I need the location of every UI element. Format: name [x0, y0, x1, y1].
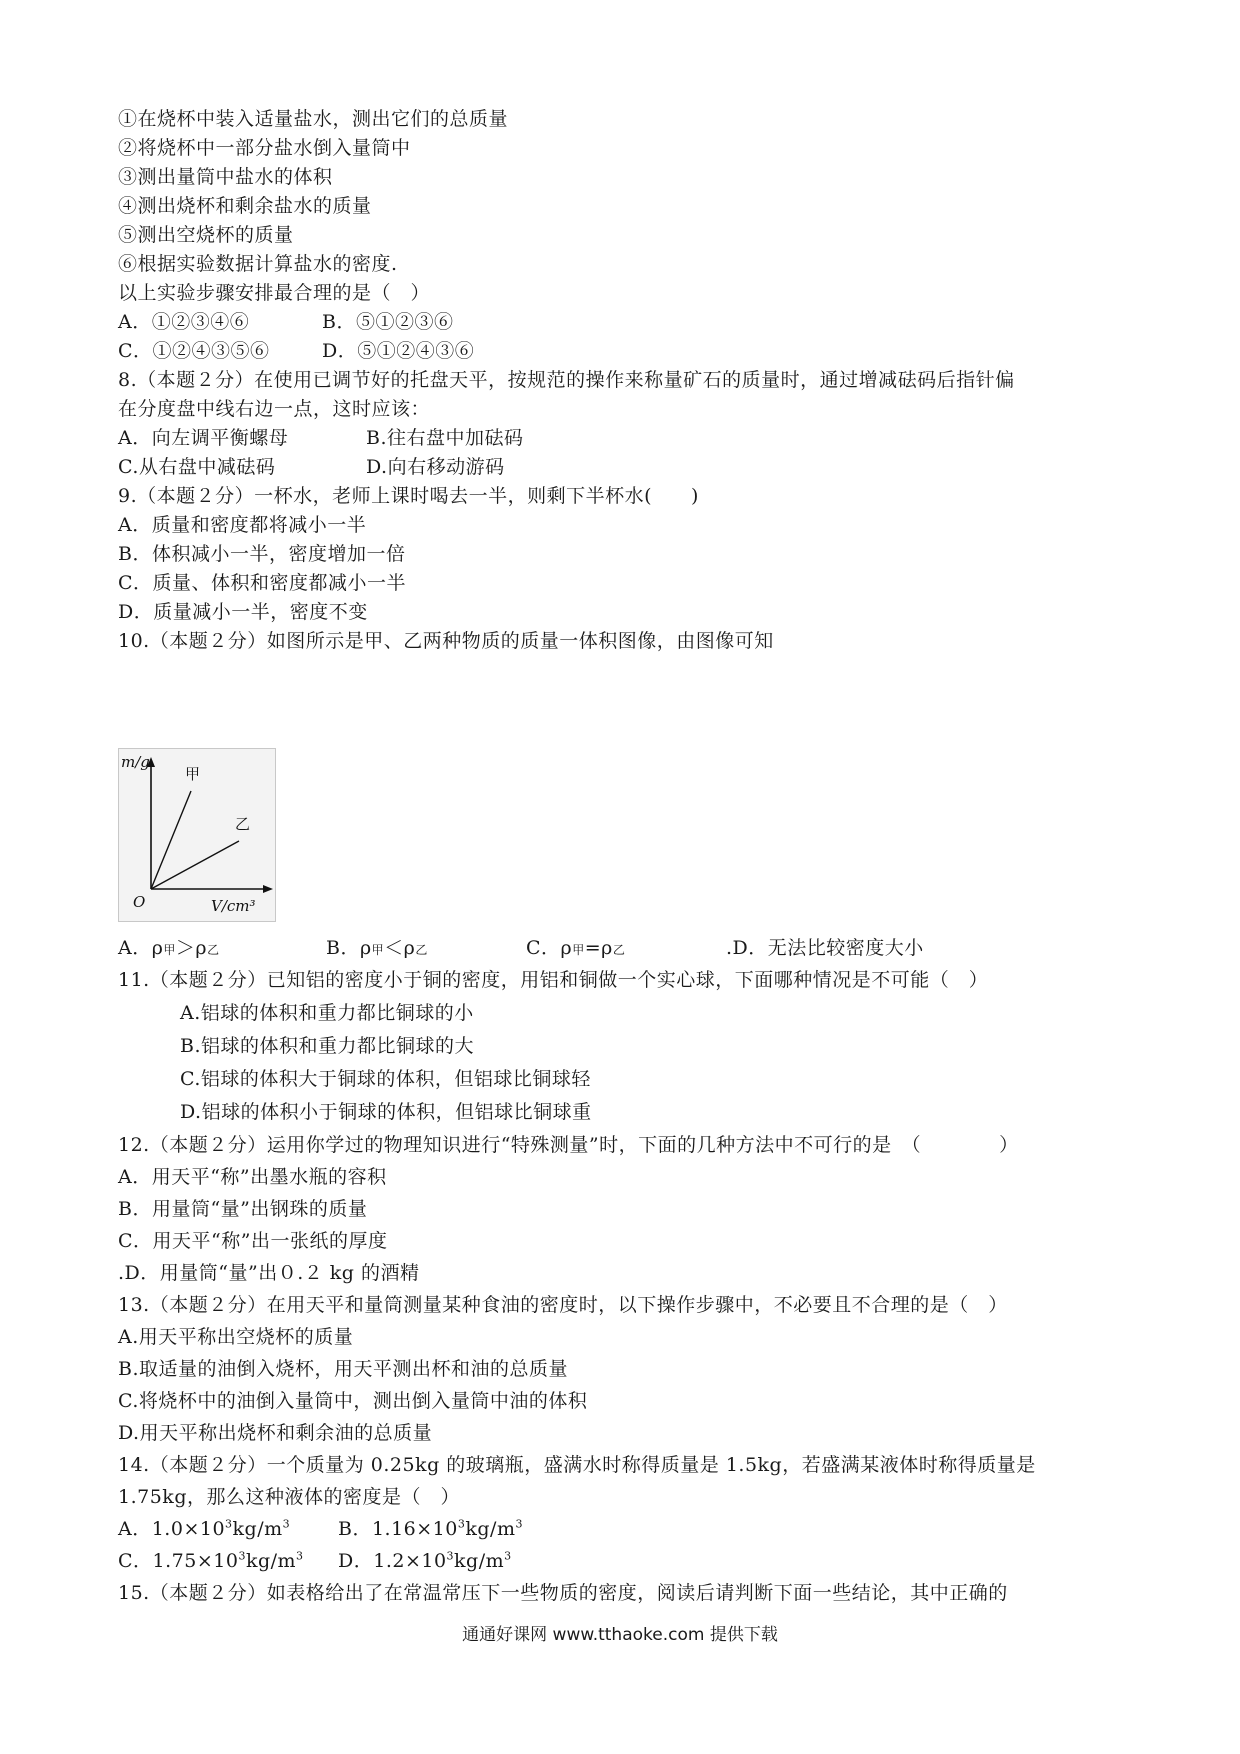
q11-option-b: B.铝球的体积和重力都比铜球的大 — [180, 1035, 475, 1057]
q12-option-a: A．用天平“称”出墨水瓶的容积 — [118, 1166, 387, 1188]
q11-stem: 11.（本题２分）已知铝的密度小于铜的密度，用铝和铜做一个实心球，下面哪种情况是不可能（ ） — [118, 969, 989, 991]
q12-option-d: .D．用量筒“量”出０.２ kg 的酒精 — [118, 1262, 420, 1284]
q10-option-c — [526, 935, 625, 963]
q10-c-prefix: C．ρ — [526, 937, 573, 959]
q13-stem: 13.（本题２分）在用天平和量筒测量某种食油的密度时，以下操作步骤中，不必要且不合理的是（ ） — [118, 1294, 1008, 1316]
x-axis-label: V/cm³ — [211, 897, 256, 915]
q10-c-sub2: 乙 — [612, 943, 626, 957]
q11-option-c: C.铝球的体积大于铜球的体积，但铝球比铜球轻 — [180, 1068, 591, 1090]
q13-option-c: C.将烧杯中的油倒入量筒中，测出倒入量筒中油的体积 — [118, 1390, 588, 1412]
q9-option-c: C．质量、体积和密度都减小一半 — [118, 572, 407, 594]
q14-b-unit: kg/m — [465, 1518, 516, 1540]
q14-c-text: C．1.75×10 — [118, 1550, 239, 1572]
q14-b-exp: 3 — [457, 1517, 466, 1531]
q8-stem-line2: 在分度盘中线右边一点，这时应该： — [118, 398, 431, 420]
q8-option-c: C.从右盘中减砝码 — [118, 456, 276, 478]
q7-option-a: A．①②③④⑥ — [118, 311, 250, 333]
q14-stem-line2: 1.75kg，那么这种液体的密度是（ ） — [118, 1486, 460, 1508]
q14-stem-line1: 14.（本题２分）一个质量为 0.25kg 的玻璃瓶，盛满水时称得质量是 1.5kg，若盛满某液体时称得质量是 — [118, 1454, 1036, 1476]
q10-option-a — [118, 935, 220, 963]
line-yi-label: 乙 — [235, 815, 251, 833]
q14-a-text: A．1.0×10 — [118, 1518, 226, 1540]
q14-option-a — [118, 1516, 290, 1542]
q10-c-op: =ρ — [584, 937, 613, 959]
q14-c-unit: kg/m — [245, 1550, 297, 1572]
q10-option-d: .D．无法比较密度大小 — [726, 937, 924, 959]
line-jia-label: 甲 — [185, 765, 201, 783]
q14-d-exp: 3 — [446, 1549, 455, 1563]
mass-volume-graph — [118, 748, 276, 922]
q9-stem: 9.（本题２分）一杯水，老师上课时喝去一半，则剩下半杯水( ) — [118, 485, 699, 507]
q7-option-b: B．⑤①②③⑥ — [322, 311, 454, 333]
q10-a-op: ＞ρ — [175, 937, 208, 959]
line-jia — [151, 791, 191, 889]
q15-stem-line1: 15.（本题２分）如表格给出了在常温常压下一些物质的密度，阅读后请判断下面一些结论，其中正确的 — [118, 1582, 1008, 1604]
q13-option-b: B.取适量的油倒入烧杯，用天平测出杯和油的总质量 — [118, 1358, 569, 1380]
q14-a-exp: 3 — [225, 1517, 233, 1531]
q13-option-a: A.用天平称出空烧杯的质量 — [118, 1326, 354, 1348]
q8-option-a: A．向左调平衡螺母 — [118, 427, 289, 449]
step-4: ④测出烧杯和剩余盐水的质量 — [118, 195, 372, 217]
q14-b-text: B．1.16×10 — [338, 1518, 458, 1540]
q7-stem: 以上实验步骤安排最合理的是（ ） — [118, 282, 431, 304]
q7-option-c: C．①②④③⑤⑥ — [118, 340, 270, 362]
q14-d-unit-exp: 3 — [504, 1549, 512, 1563]
q9-option-d: D．质量减小一半，密度不变 — [118, 601, 368, 623]
q13-option-d: D.用天平称出烧杯和剩余油的总质量 — [118, 1422, 433, 1444]
q14-a-unit-exp: 3 — [282, 1517, 291, 1531]
q11-option-a: A.铝球的体积和重力都比铜球的小 — [180, 1002, 474, 1024]
page-footer: 通通好课网 www.tthaoke.com 提供下载 — [462, 1625, 778, 1645]
q9-option-b: B．体积减小一半，密度增加一倍 — [118, 543, 406, 565]
q14-b-unit-exp: 3 — [515, 1517, 523, 1531]
line-yi — [151, 841, 239, 889]
step-6: ⑥根据实验数据计算盐水的密度. — [118, 253, 398, 275]
q10-stem: 10.（本题２分）如图所示是甲、乙两种物质的质量一体积图像，由图像可知 — [118, 630, 774, 652]
q9-option-a: A．质量和密度都将减小一半 — [118, 514, 367, 536]
q14-d-unit: kg/m — [454, 1550, 505, 1572]
step-2: ②将烧杯中一部分盐水倒入量筒中 — [118, 137, 411, 159]
q10-a-sub2: 乙 — [207, 943, 220, 957]
q8-option-d: D.向右移动游码 — [366, 456, 505, 478]
q10-option-b — [326, 935, 428, 963]
q10-b-sub2: 乙 — [415, 943, 428, 957]
q14-c-unit-exp: 3 — [296, 1549, 304, 1563]
q8-stem-line1: 8.（本题２分）在使用已调节好的托盘天平，按规范的操作来称量矿石的质量时，通过增减砝码后指针偏 — [118, 369, 1015, 391]
q14-option-d — [338, 1548, 512, 1574]
q10-b-op: ＜ρ — [384, 937, 416, 959]
step-3: ③测出量筒中盐水的体积 — [118, 166, 333, 188]
q10-b-sub1: 甲 — [371, 943, 385, 957]
q11-option-d: D.铝球的体积小于铜球的体积，但铝球比铜球重 — [180, 1101, 592, 1123]
q12-option-c: C．用天平“称”出一张纸的厚度 — [118, 1230, 388, 1252]
origin-label: O — [133, 893, 146, 911]
q10-a-prefix: A．ρ — [118, 937, 164, 959]
q10-a-sub1: 甲 — [163, 943, 176, 957]
q10-b-prefix: B．ρ — [326, 937, 372, 959]
step-1: ①在烧杯中装入适量盐水，测出它们的总质量 — [118, 108, 509, 130]
q14-option-b — [338, 1516, 523, 1542]
q14-a-unit: kg/m — [232, 1518, 283, 1540]
q12-stem: 12.（本题２分）运用你学过的物理知识进行“特殊测量”时，下面的几种方法中不可行的是 （ ） — [118, 1134, 1019, 1156]
q14-option-c — [118, 1548, 304, 1574]
q12-option-b: B．用量筒“量”出钢珠的质量 — [118, 1198, 368, 1220]
q8-option-b: B.往右盘中加砝码 — [366, 427, 524, 449]
y-axis-label: m/g — [121, 753, 150, 771]
x-axis-arrow — [263, 885, 273, 893]
q7-option-d: D．⑤①②④③⑥ — [322, 340, 475, 362]
q14-d-text: D．1.2×10 — [338, 1550, 447, 1572]
q14-c-exp: 3 — [238, 1549, 246, 1563]
step-5: ⑤测出空烧杯的质量 — [118, 224, 294, 246]
q10-c-sub1: 甲 — [572, 943, 585, 957]
